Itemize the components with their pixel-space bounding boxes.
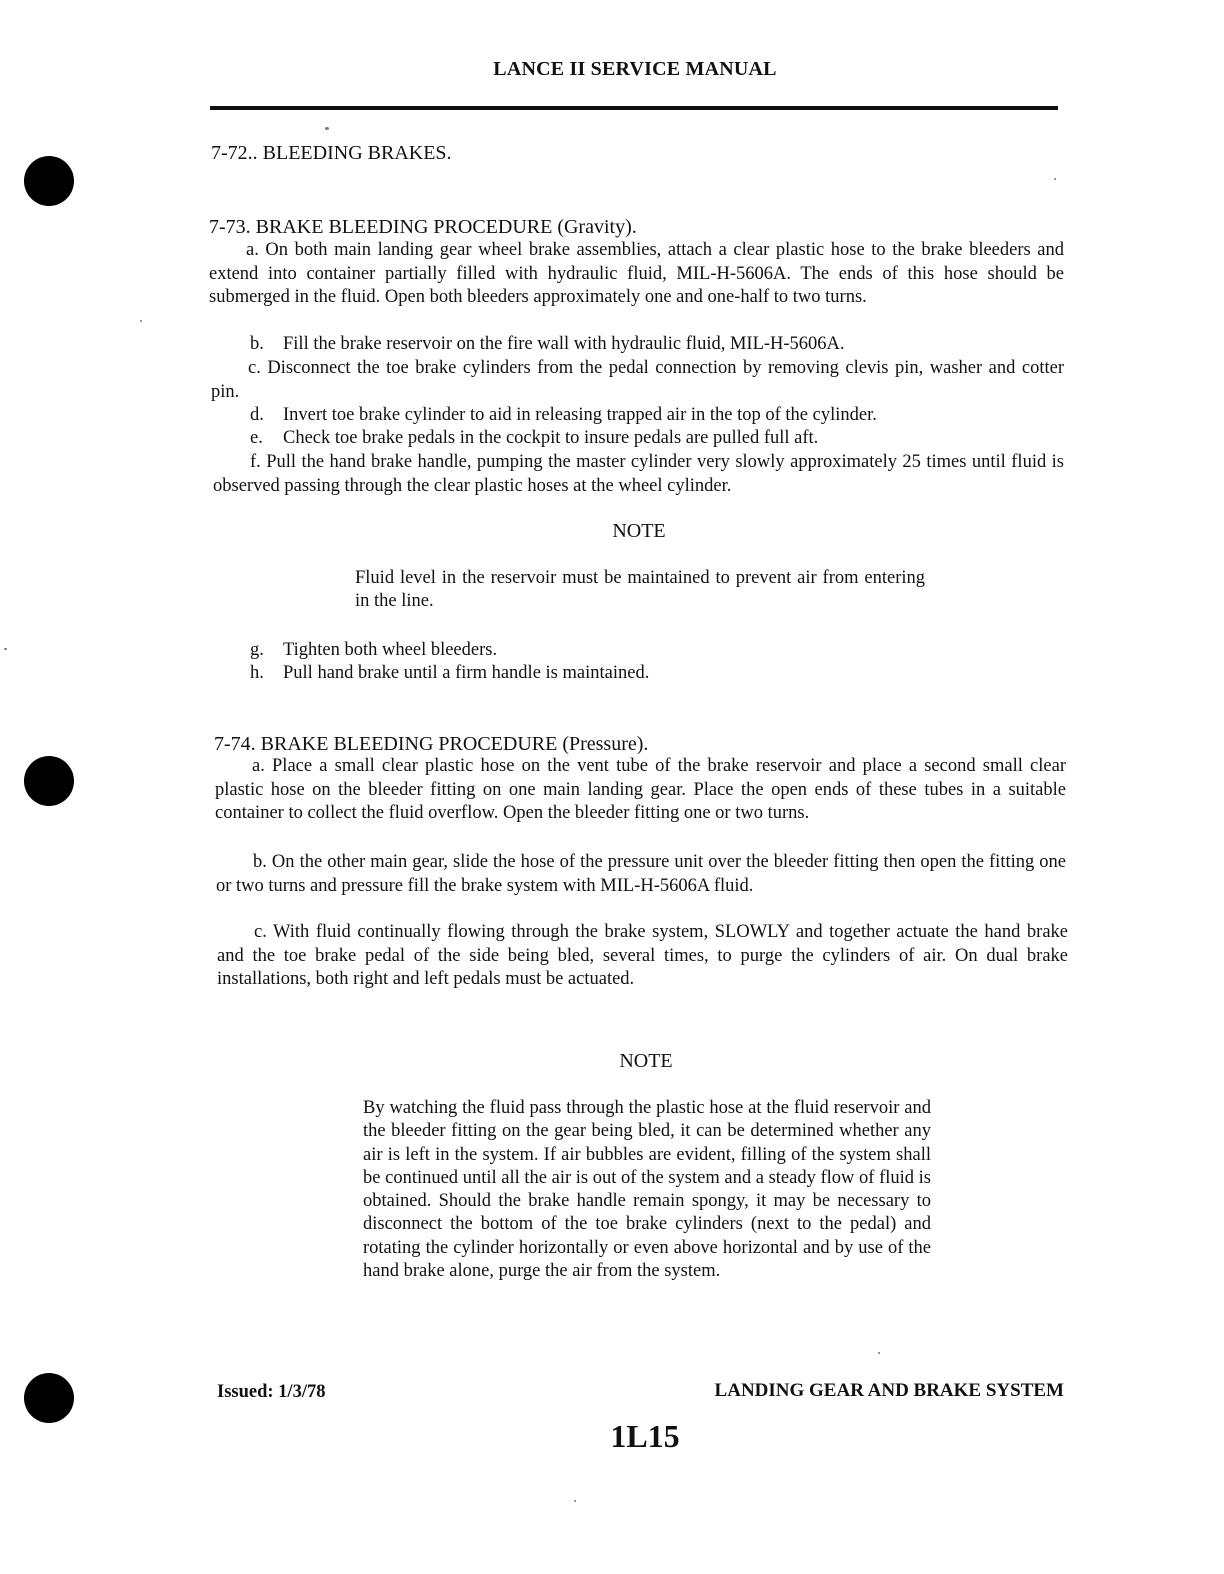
step-b-gravity xyxy=(250,334,845,355)
scan-speck xyxy=(325,127,329,130)
scan-speck xyxy=(1054,178,1056,180)
step-text: Fill the brake reservoir on the fire wall with hydraulic fluid, MIL-H-5606A. xyxy=(283,334,845,354)
issued-date: Issued: 1/3/78 xyxy=(217,1382,326,1402)
step-e-gravity xyxy=(250,428,818,449)
binder-hole xyxy=(24,156,74,206)
step-text: Tighten both wheel bleeders. xyxy=(283,640,498,660)
step-label: e. xyxy=(250,428,263,448)
header-rule xyxy=(210,106,1058,110)
step-b-pressure: b. On the other main gear, slide the hose of the pressure unit over the bleeder fitting then open the fitting one or two turns and pressure fill the brake system with MIL-H-5606A fluid. xyxy=(216,852,1066,896)
step-text: Pull hand brake until a firm handle is maintained. xyxy=(283,663,650,683)
scan-speck xyxy=(878,1352,880,1354)
note-body: Fluid level in the reservoir must be maintained to prevent air from entering in the line. xyxy=(355,568,925,612)
section-title-footer: LANDING GEAR AND BRAKE SYSTEM xyxy=(714,1380,1064,1401)
page-number: 1L15 xyxy=(610,1418,680,1454)
note-body: By watching the fluid pass through the plastic hose at the fluid reservoir and the bleeder fitting on the gear being bled, it can be determined whether any air is left in the system. If air bubbles are evident, filling of the system shall be continued until all the air is out of the system and a steady flow of fluid is obtained. Should the brake handle remain spongy, it may be necessary to disconnect the bottom of the toe brake cylinders (next to the pedal) and rotating the cylinder horizontally or even above horizontal and by use of the hand brake alone, purge the air from the system. xyxy=(363,1098,931,1282)
step-a-pressure: a. Place a small clear plastic hose on the vent tube of the brake reservoir and place a second small clear plastic hose on the bleeder fitting on one main landing gear. Place the open ends of these tubes in a suitable container to collect the fluid overflow. Open the bleeder fitting one or two turns. xyxy=(215,756,1066,823)
binder-hole xyxy=(24,1373,74,1423)
binder-hole xyxy=(24,756,74,806)
step-g-gravity xyxy=(250,640,497,661)
step-c-gravity: c. Disconnect the toe brake cylinders from the pedal connection by removing clevis pin, washer and cotter pin. xyxy=(211,358,1064,402)
step-h-gravity xyxy=(250,663,649,684)
step-d-gravity xyxy=(250,405,877,426)
step-text: Invert toe brake cylinder to aid in releasing trapped air in the top of the cylinder. xyxy=(283,405,877,425)
step-f-gravity: f. Pull the hand brake handle, pumping the master cylinder very slowly approximately 25 times until fluid is observed passing through the clear plastic hoses at the wheel cylinder. xyxy=(213,452,1064,496)
note-heading: NOTE xyxy=(619,1050,673,1072)
section-heading-7-72: 7-72.. BLEEDING BRAKES. xyxy=(211,142,452,164)
step-label: b. xyxy=(250,334,264,354)
step-label: g. xyxy=(250,640,264,660)
page-header-title: LANCE II SERVICE MANUAL xyxy=(493,58,777,80)
scan-speck xyxy=(4,648,7,650)
step-text: Check toe brake pedals in the cockpit to insure pedals are pulled full aft. xyxy=(283,428,819,448)
step-label: h. xyxy=(250,663,264,683)
section-heading-7-74: 7-74. BRAKE BLEEDING PROCEDURE (Pressure). xyxy=(214,733,649,755)
step-a-gravity: a. On both main landing gear wheel brake assemblies, attach a clear plastic hose to the brake bleeders and extend into container partially filled with hydraulic fluid, MIL-H-5606A. The ends of this hose should be submerged in the fluid. Open both bleeders approximately one and one-half to two turns. xyxy=(209,240,1064,307)
scan-speck xyxy=(140,320,142,322)
note-heading: NOTE xyxy=(612,520,666,542)
scan-speck xyxy=(574,1500,576,1502)
step-label: d. xyxy=(250,405,264,425)
step-c-pressure: c. With fluid continually flowing through the brake system, SLOWLY and together actuate the hand brake and the toe brake pedal of the side being bled, several times, to purge the cylinders of air. On dual brake installations, both right and left pedals must be actuated. xyxy=(217,922,1068,989)
section-heading-7-73: 7-73. BRAKE BLEEDING PROCEDURE (Gravity). xyxy=(209,216,637,238)
